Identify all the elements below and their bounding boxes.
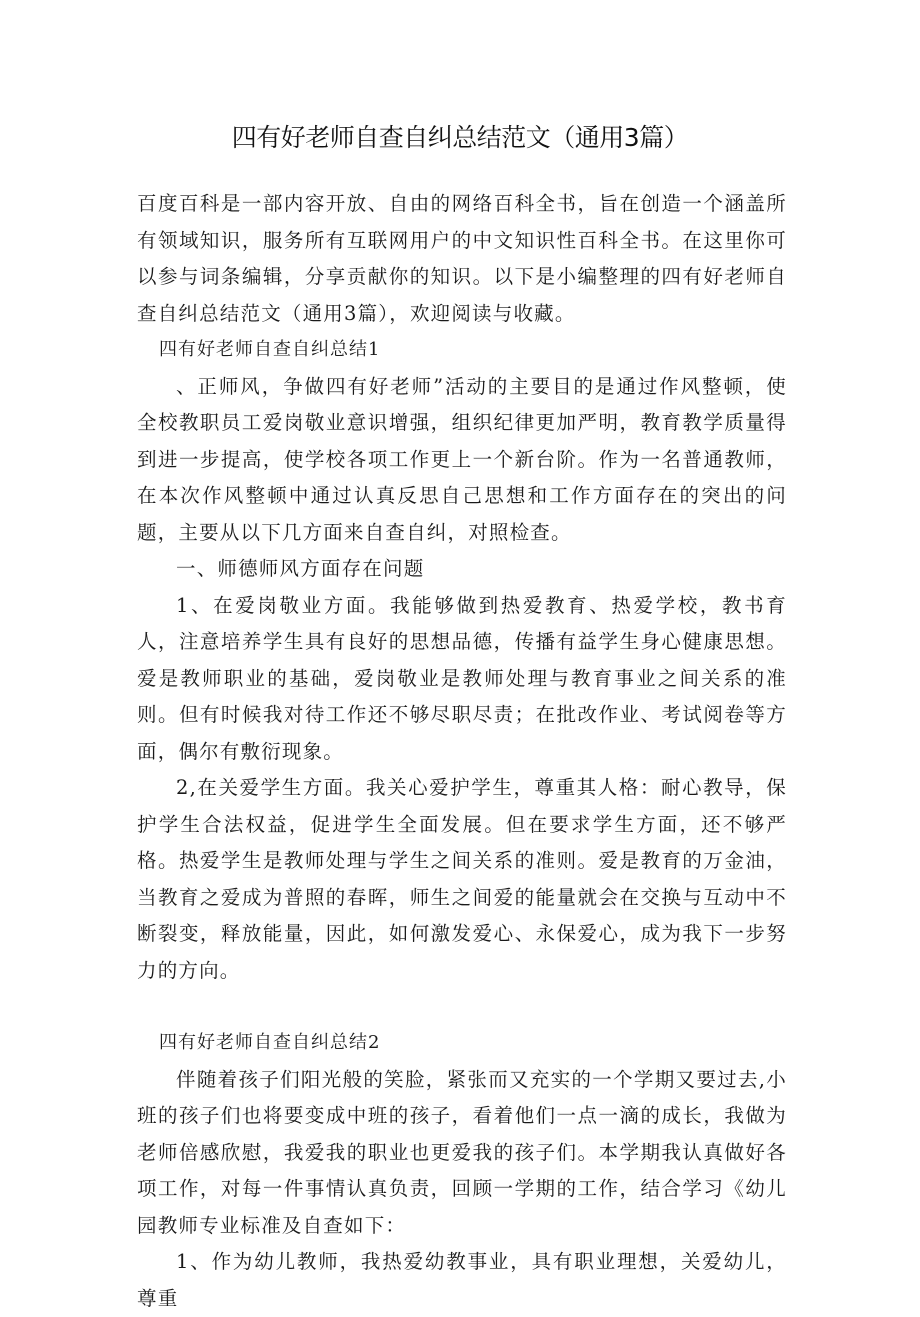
section1-paragraph-1: 、正师风，争做四有好老师”活动的主要目的是通过作风整顿，使全校教职员工爱岗敬业意识增强，组织纪律更加严明，教育教学质量得到进一步提高，使学校各项工作更上一个新台阶。作为一名普通教师，在本次作风整顿中通过认真反思自己思想和工作方面存在的突出的问题，主要从以下几方面来自查自纠，对照检查。 bbox=[137, 374, 787, 544]
section-gap bbox=[137, 989, 787, 1025]
section2-paragraph-2: 1、作为幼儿教师，我热爱幼教事业，具有职业理想，关爱幼儿，尊重 bbox=[137, 1250, 787, 1310]
intro-paragraph: 百度百科是一部内容开放、自由的网络百科全书，旨在创造一个涵盖所有领域知识，服务所有互联网用户的中文知识性百科全书。在这里你可以参与词条编辑，分享贡献你的知识。以下是小编整理的四有好老师自查自纠总结范文（通用3篇），欢迎阅读与收藏。 bbox=[137, 192, 787, 325]
section1-paragraph-3: 2,在关爱学生方面。我关心爱护学生，尊重其人格：耐心教导，保护学生合法权益，促进学生全面发展。但在要求学生方面，还不够严格。热爱学生是教师处理与学生之间关系的准则。爱是教育的万金油，当教育之爱成为普照的春晖，师生之间爱的能量就会在交换与互动中不断裂变，释放能量，因此，如何激发爱心、永保爱心，成为我下一步努力的方向。 bbox=[137, 776, 787, 982]
section2-paragraph-1: 伴随着孩子们阳光般的笑脸，紧张而又充实的一个学期又要过去,小班的孩子们也将要变成中班的孩子，看着他们一点一滴的成长，我做为老师倍感欣慰，我爱我的职业也更爱我的孩子们。本学期我认真做好各项工作，对每一件事情认真负责，回顾一学期的工作，结合学习《幼儿园教师专业标准及自查如下： bbox=[137, 1067, 787, 1237]
section2-heading: 四有好老师自查自纠总结2 bbox=[159, 1032, 381, 1053]
section1-paragraph-2: 1、在爱岗敬业方面。我能够做到热爱教育、热爱学校，教书育人，注意培养学生具有良好的思想品德，传播有益学生身心健康思想。爱是教师职业的基础，爱岗敬业是教师处理与教育事业之间关系的准则。但有时候我对待工作还不够尽职尽责；在批改作业、考试阅卷等方面，偶尔有敷衍现象。 bbox=[137, 593, 787, 763]
section1-subheading: 一、师德师风方面存在问题 bbox=[176, 557, 425, 580]
section1-heading: 四有好老师自查自纠总结1 bbox=[159, 339, 381, 360]
document-body bbox=[137, 186, 787, 1317]
document-title: 四有好老师自查自纠总结范文（通用3篇） bbox=[231, 123, 689, 152]
